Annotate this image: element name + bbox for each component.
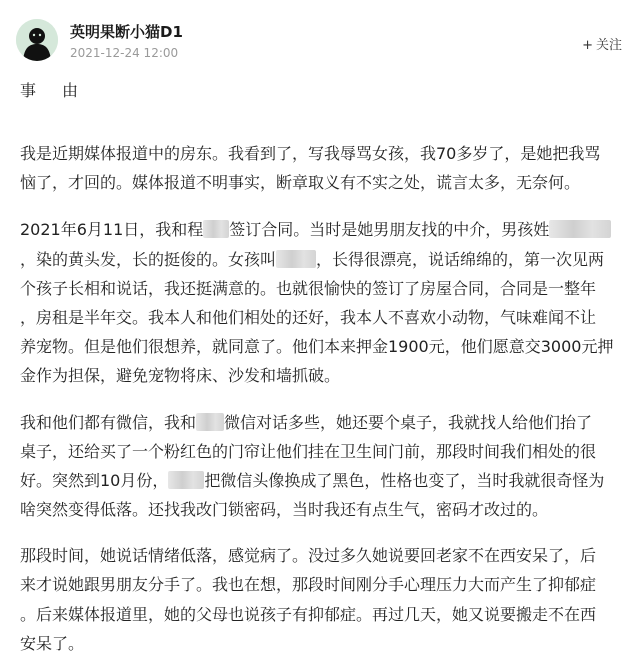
text-segment: 2021年6月11日，我和程 <box>20 220 204 240</box>
avatar[interactable] <box>16 19 58 61</box>
redacted-name <box>168 471 204 489</box>
paragraph-3 <box>20 408 628 525</box>
text-line: 。后来媒体报道里，她的父母也说孩子有抑郁症。再过几天，她又说要搬走不在西 <box>20 604 597 624</box>
text-line: 我是近期媒体报道中的房东。我看到了，写我辱骂女孩，我70多岁了，是她把我骂 <box>20 144 601 163</box>
user-silhouette-icon <box>16 19 58 61</box>
text-segment: ，长得很漂亮，说话绵绵的，第一次见两 <box>316 249 605 269</box>
paragraph-4 <box>20 541 628 658</box>
redacted-name <box>203 220 229 238</box>
post-timestamp: 2021-12-24 12:00 <box>70 46 179 60</box>
text-segment: 把微信头像换成了黑色，性格也变了，当时我就很奇怪为 <box>204 470 605 490</box>
text-line: 桌子，还给买了一个粉红色的门帘让他们挂在卫生间门前，那段时间我们相处的很 <box>20 441 597 461</box>
text-line: 恼了，才回的。媒体报道不明事实，断章取义有不实之处，谎言太多，无奈何。 <box>20 173 581 193</box>
follow-label: 关注 <box>595 38 622 53</box>
text-segment: 好。突然到10月份， <box>20 470 169 490</box>
text-line: 安呆了。 <box>20 633 85 653</box>
post-header <box>0 0 640 70</box>
text-segment: 微信对话多些，她还要个桌子，我就找人给他们抬了 <box>224 412 593 432</box>
paragraph-2 <box>20 215 628 390</box>
author-name[interactable]: 英明果断小猫D1 <box>70 23 183 41</box>
text-line: 啥突然变得低落。还找我改门锁密码，当时我还有点生气，密码才改过的。 <box>20 500 549 520</box>
text-line: 那段时间，她说话情绪低落，感觉病了。没过多久她说要回老家不在西安呆了，后 <box>20 546 597 566</box>
article-heading: 事由 <box>20 81 105 100</box>
text-line: 来才说她跟男朋友分手了。我也在想，那段时间刚分手心理压力大而产生了抑郁症 <box>20 575 597 595</box>
paragraph-1 <box>20 139 628 197</box>
text-line <box>20 215 628 244</box>
plus-icon: + <box>582 38 593 53</box>
redacted-name <box>549 220 611 238</box>
text-line <box>20 466 628 495</box>
text-line: ，房租是半年交。我本人和他们相处的还好，我本人不喜欢小动物，气味难闻不让 <box>20 307 597 327</box>
redacted-name <box>196 413 224 431</box>
follow-button[interactable] <box>582 34 622 53</box>
text-segment: 签订合同。当时是她男朋友找的中介，男孩姓 <box>229 220 550 240</box>
text-line <box>20 408 628 437</box>
text-line: 金作为担保，避免宠物将床、沙发和墙抓破。 <box>20 366 341 386</box>
redacted-name <box>276 250 316 268</box>
text-segment: ，染的黄头发，长的挺俊的。女孩叫 <box>20 249 277 269</box>
article-body <box>20 77 628 658</box>
text-line <box>20 245 628 274</box>
text-segment: 我和他们都有微信，我和 <box>20 412 197 432</box>
text-line: 养宠物。但是他们很想养，就同意了。他们本来押金1900元，他们愿意交3000元押 <box>20 337 614 357</box>
text-line: 个孩子长相和说话，我还挺满意的。也就很愉快的签订了房屋合同，合同是一整年 <box>20 278 597 298</box>
